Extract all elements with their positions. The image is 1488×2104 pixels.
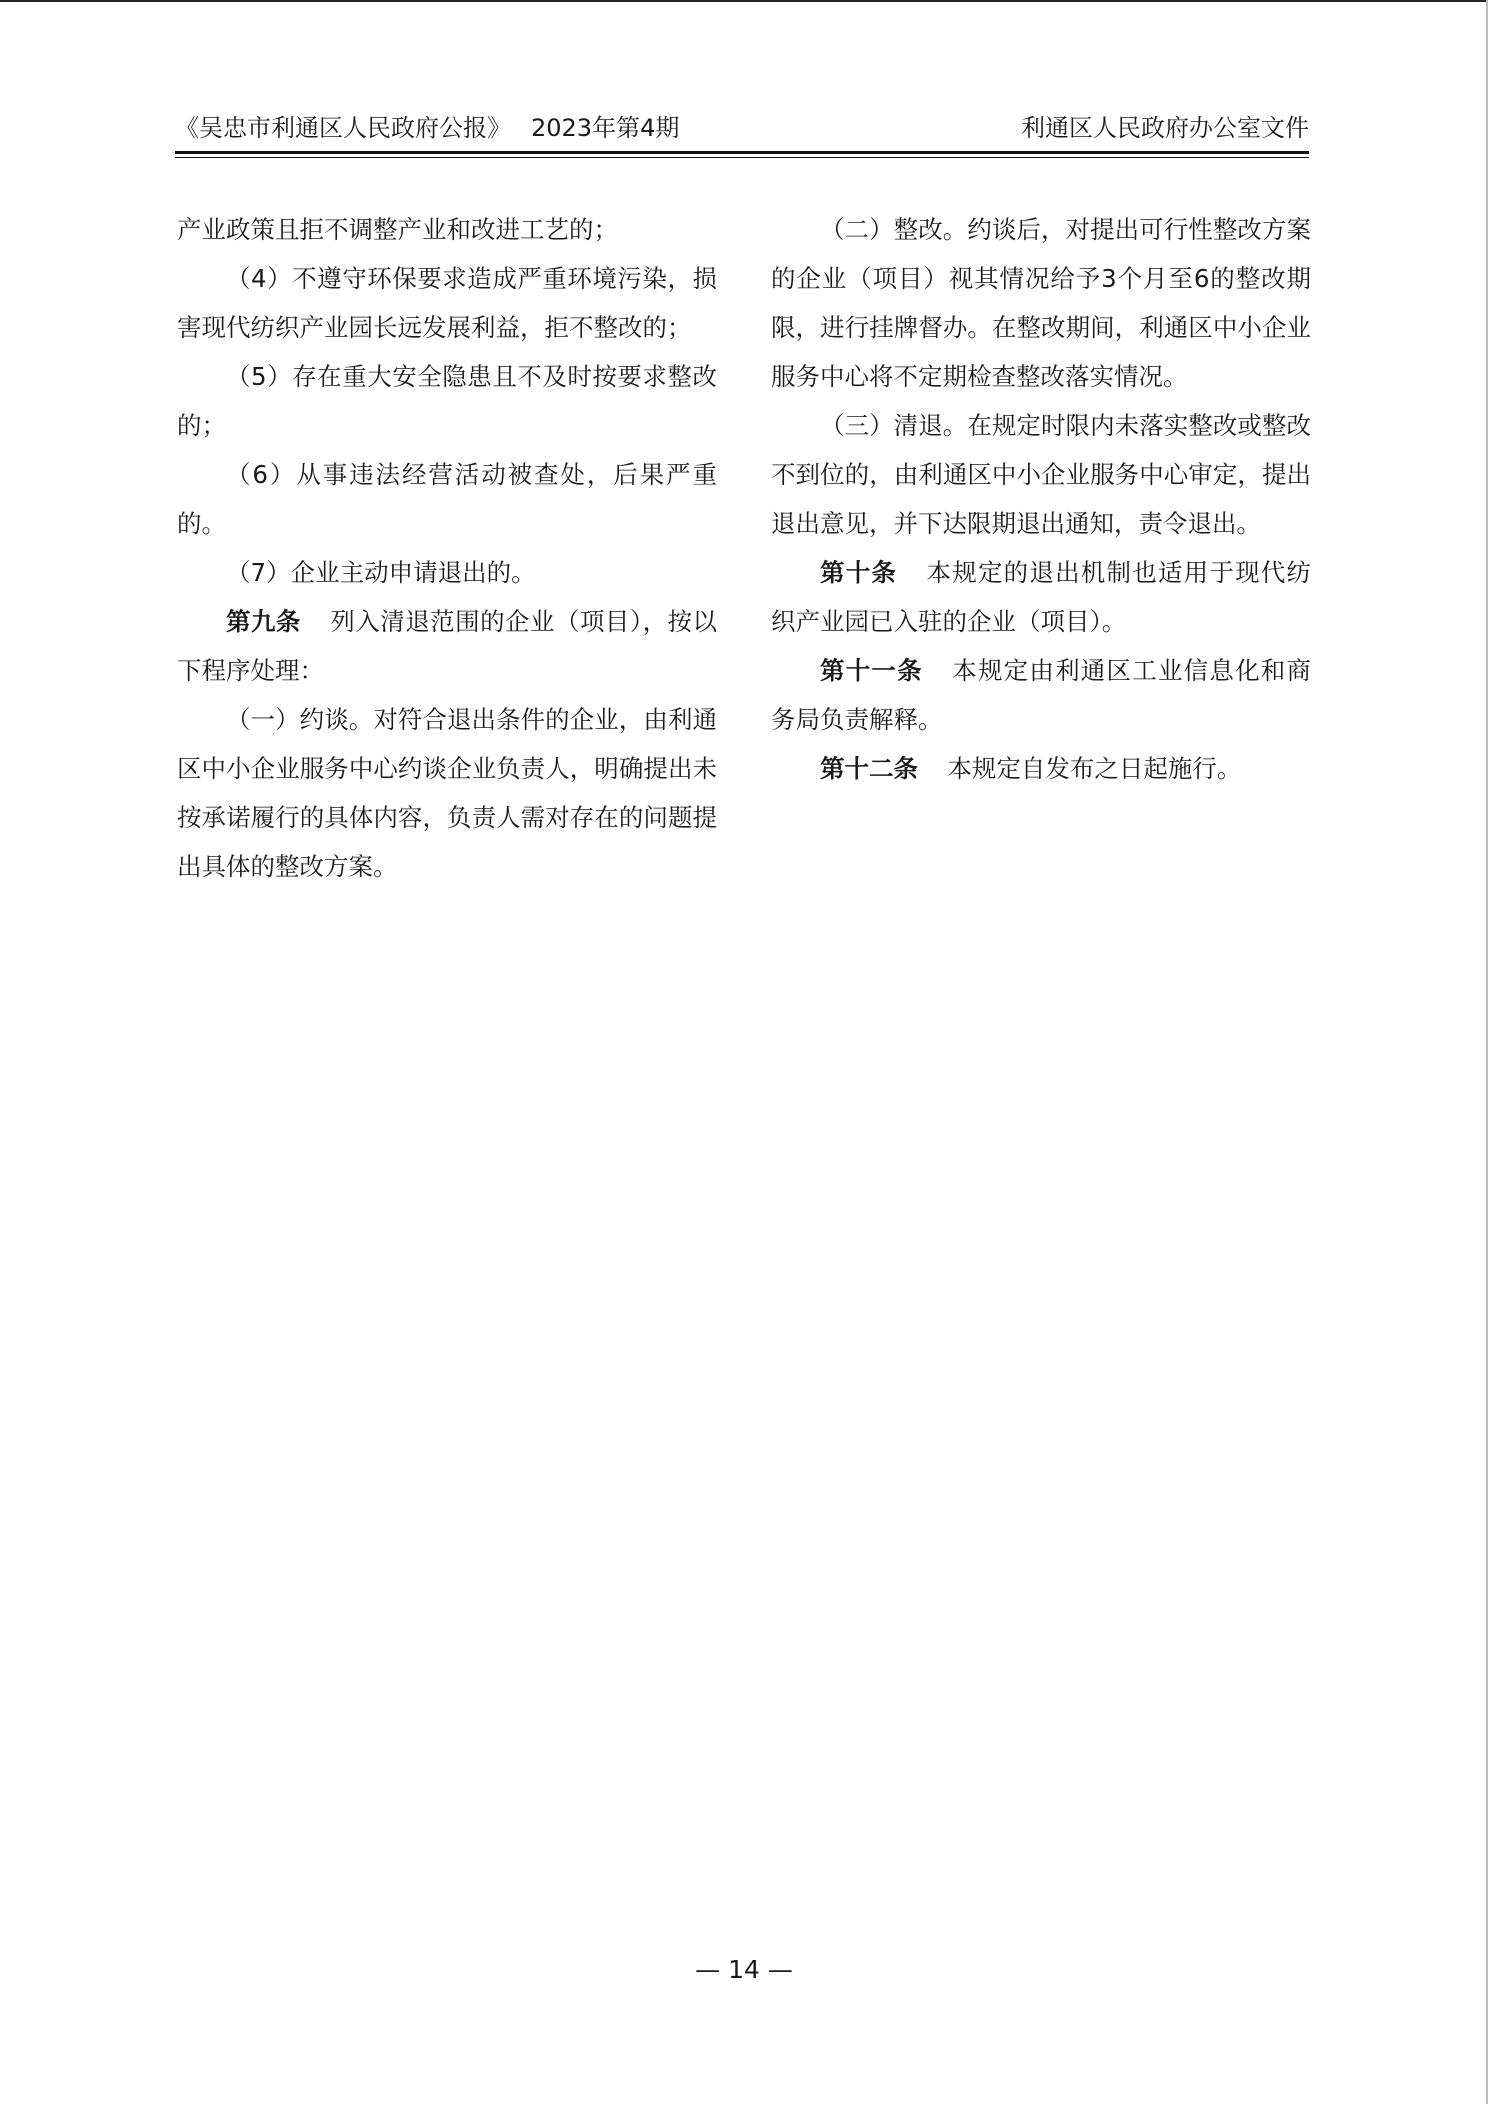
gazette-name: 《吴忠市利通区人民政府公报》 (175, 114, 511, 142)
article-title: 第十一条 (820, 656, 923, 685)
article-body: 列入清退范围的企业（项目），按以下程序处理： (177, 607, 718, 685)
paragraph: （三）清退。在规定时限内未落实整改或整改不到位的，由利通区中小企业服务中心审定，提出退出意见，并下达限期退出通知，责令退出。 (771, 411, 1311, 538)
left-column (177, 205, 717, 891)
article-title: 第九条 (226, 607, 301, 636)
article-body: 本规定由利通区工业信息化和商务局负责解释。 (771, 656, 1312, 734)
header-section: 利通区人民政府办公室文件 (1021, 114, 1309, 142)
paragraph: （7）企业主动申请退出的。 (226, 558, 536, 587)
article-body: 本规定的退出机制也适用于现代纺织产业园已入驻的企业（项目）。 (771, 558, 1312, 636)
paragraph: （一）约谈。对符合退出条件的企业，由利通区中小企业服务中心约谈企业负责人，明确提出未按承诺履行的具体内容，负责人需对存在的问题提出具体的整改方案。 (177, 705, 717, 881)
paragraph: （二）整改。约谈后，对提出可行性整改方案的企业（项目）视其情况给予3个月至6的整改期限，进行挂牌督办。在整改期间，利通区中小企业服务中心将不定期检查整改落实情况。 (771, 215, 1311, 391)
paragraph: 产业政策且拒不调整产业和改进工艺的； (177, 215, 618, 244)
header-left (175, 108, 679, 148)
header-rule-thin (175, 157, 1309, 158)
header-rule-thick (175, 151, 1309, 154)
page-number: — 14 — (695, 1955, 793, 1984)
article-title: 第十二条 (820, 754, 918, 783)
article-10 (771, 548, 1311, 646)
article-11 (771, 646, 1311, 744)
article-9 (177, 597, 717, 695)
paragraph: （5）存在重大安全隐患且不及时按要求整改的； (177, 362, 717, 440)
paragraph: （6）从事违法经营活动被查处，后果严重的。 (177, 460, 717, 538)
page-header (175, 108, 1309, 148)
article-12 (771, 744, 1311, 793)
right-column (771, 205, 1311, 793)
article-title: 第十条 (820, 558, 898, 587)
article-body: 本规定自发布之日起施行。 (947, 754, 1242, 783)
page-top-border (0, 0, 1488, 2)
paragraph: （4）不遵守环保要求造成严重环境污染，损害现代纺织产业园长远发展利益，拒不整改的； (177, 264, 717, 342)
gazette-issue: 2023年第4期 (531, 114, 680, 142)
